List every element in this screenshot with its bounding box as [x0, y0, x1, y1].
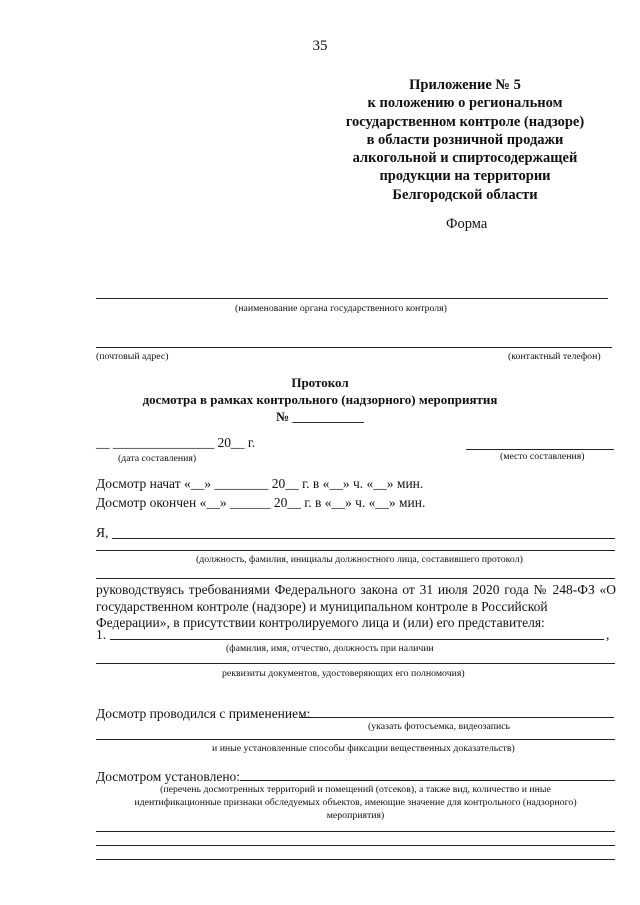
- established-line-2[interactable]: [96, 845, 615, 846]
- header-line: Белгородской области: [392, 186, 538, 203]
- applied-label: Досмотр проводился с применением:: [96, 706, 311, 721]
- official-field-3[interactable]: [96, 578, 615, 579]
- applied-field-2[interactable]: [96, 739, 615, 740]
- established-line-3[interactable]: [96, 859, 615, 860]
- date-field[interactable]: __ _______________ 20__ г.: [96, 435, 256, 450]
- postal-address-field[interactable]: [96, 347, 612, 348]
- organ-caption: (наименование органа государственного контроля): [235, 303, 447, 314]
- form-label: Форма: [446, 216, 488, 232]
- established-field[interactable]: [240, 780, 615, 781]
- header-line: в области розничной продажи: [366, 131, 564, 148]
- item-one-number: 1.: [96, 627, 107, 642]
- fixation-caption-2: и иные установленные способы фиксации вещественных доказательств): [212, 743, 515, 754]
- official-field-2[interactable]: [96, 550, 615, 551]
- representative-field[interactable]: [110, 639, 604, 640]
- established-caption-1: (перечень досмотренных территорий и помещений (отсеков), а также вид, количество и иные: [160, 784, 551, 795]
- place-caption: (место составления): [500, 451, 585, 462]
- inspection-start[interactable]: Досмотр начат «__» ________ 20__ г. в «__» ч. «__» мин.: [96, 476, 424, 491]
- page-number: 35: [312, 38, 328, 54]
- established-line-1[interactable]: [96, 831, 615, 832]
- header-line: алкогольной и спиртосодержащей: [352, 150, 578, 167]
- protocol-title: Протокол: [291, 375, 349, 390]
- protocol-subtitle: досмотра в рамках контрольного (надзорного) мероприятия: [142, 392, 498, 407]
- phone-caption: (контактный телефон): [508, 351, 601, 362]
- applied-field[interactable]: [300, 717, 614, 718]
- protocol-number[interactable]: № ___________: [276, 409, 364, 424]
- header-line: продукции на территории: [379, 168, 551, 185]
- official-caption: (должность, фамилия, инициалы должностного лица, составившего протокол): [196, 554, 523, 565]
- date-caption: (дата составления): [118, 453, 197, 464]
- item-one-comma: ,: [606, 627, 610, 642]
- fixation-caption-1: (указать фотосъемка, видеозапись: [368, 721, 511, 732]
- header-line: к положению о региональном: [367, 95, 563, 112]
- ya-label: Я,: [96, 525, 109, 540]
- established-label: Досмотром установлено:: [96, 769, 241, 784]
- established-caption-2: идентификационные признаки обследуемых объектов, имеющие значение для контрольного (надзорного): [134, 797, 577, 808]
- header-line: государственном контроле (надзоре): [345, 113, 585, 130]
- postal-caption: (почтовый адрес): [96, 351, 169, 362]
- inspection-end[interactable]: Досмотр окончен «__» ______ 20__ г. в «__» ч. «__» мин.: [96, 495, 426, 510]
- official-field-1[interactable]: [112, 538, 615, 539]
- place-field[interactable]: [466, 449, 614, 450]
- established-caption-3: мероприятия): [326, 810, 385, 821]
- representative-field-2[interactable]: [96, 663, 615, 664]
- organ-name-field[interactable]: [96, 298, 608, 299]
- paragraph-last-line: Федерации», в присутствии контролируемого лица и (или) его представителя:: [96, 615, 545, 630]
- appendix-header: [330, 76, 600, 204]
- paragraph-text: руководствуясь требованиями Федерального закона от 31 июля 2020 года № 248-ФЗ «О государственном контроле (надзоре) и муниципальном контроле в Российской: [96, 582, 616, 614]
- header-line: Приложение № 5: [409, 77, 521, 93]
- fio-caption: (фамилия, имя, отчество, должность при наличии: [226, 643, 434, 654]
- requisites-caption: реквизиты документов, удостоверяющих его полномочия): [222, 668, 465, 679]
- legal-paragraph: [96, 582, 616, 632]
